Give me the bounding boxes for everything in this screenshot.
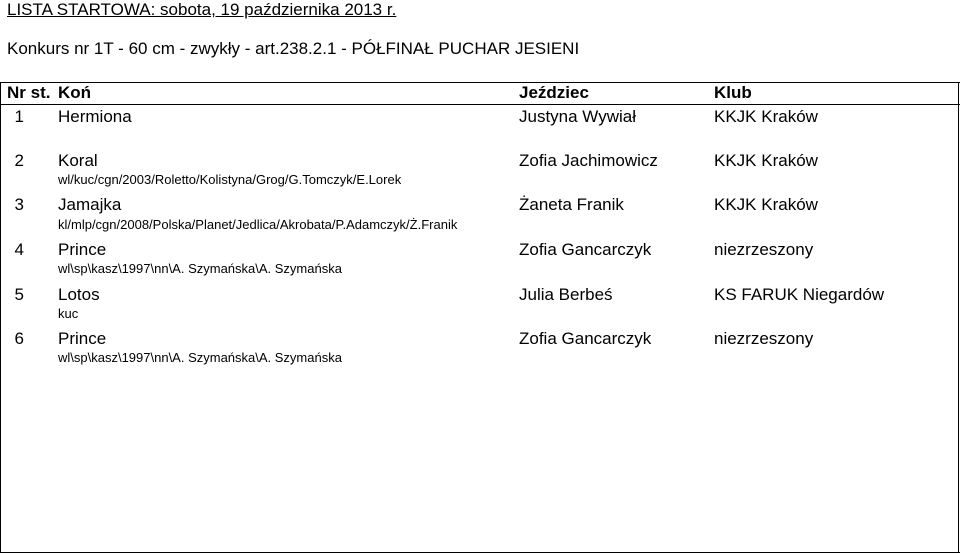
start-number: 3 [14,195,24,214]
horse-details: wl\sp\kasz\1997\nn\A. Szymańska\A. Szymańska [58,350,342,365]
start-number: 2 [14,151,24,170]
horse-details: kl/mlp/cgn/2008/Polska/Planet/Jedlica/Akrobata/P.Adamczyk/Ż.Franik [58,217,458,232]
start-number: 1 [14,107,24,126]
header-club: Klub [714,83,752,102]
horse-name: Hermiona [58,107,132,126]
table-bottom-border [0,552,960,553]
rider-name: Żaneta Franik [519,195,624,214]
rider-name: Zofia Gancarczyk [519,329,652,348]
horse-name: Jamajka [58,195,122,214]
start-number: 5 [14,285,24,304]
start-number: 4 [14,240,24,259]
header-nr: Nr st. [7,83,51,102]
document-title: LISTA STARTOWA: sobota, 19 października 2013 r. [7,0,397,19]
header-rider: Jeździec [519,83,589,102]
table-top-border [0,82,960,83]
rider-name: Zofia Jachimowicz [519,151,658,170]
club-name: KS FARUK Niegardów [714,285,885,304]
club-name: niezrzeszony [714,329,814,348]
horse-details: wl\sp\kasz\1997\nn\A. Szymańska\A. Szymańska [58,261,342,276]
rider-name: Zofia Gancarczyk [519,240,652,259]
rider-name: Justyna Wywiał [519,107,636,126]
club-name: KKJK Kraków [714,151,818,170]
rider-name: Julia Berbeś [519,285,613,304]
horse-name: Koral [58,151,98,170]
club-name: KKJK Kraków [714,107,818,126]
club-name: niezrzeszony [714,240,814,259]
horse-name: Prince [58,240,107,259]
horse-name: Lotos [58,285,100,304]
club-name: KKJK Kraków [714,195,818,214]
header-bottom-border [0,104,960,105]
competition-subtitle: Konkurs nr 1T - 60 cm - zwykły - art.238.2.1 - PÓŁFINAŁ PUCHAR JESIENI [7,39,580,58]
table-right-border [958,82,959,553]
horse-details: wl/kuc/cgn/2003/Roletto/Kolistyna/Grog/G.Tomczyk/E.Lorek [58,172,402,187]
horse-name: Prince [58,329,107,348]
horse-details: kuc [58,306,79,321]
start-number: 6 [14,329,24,348]
header-horse: Koń [58,83,92,102]
